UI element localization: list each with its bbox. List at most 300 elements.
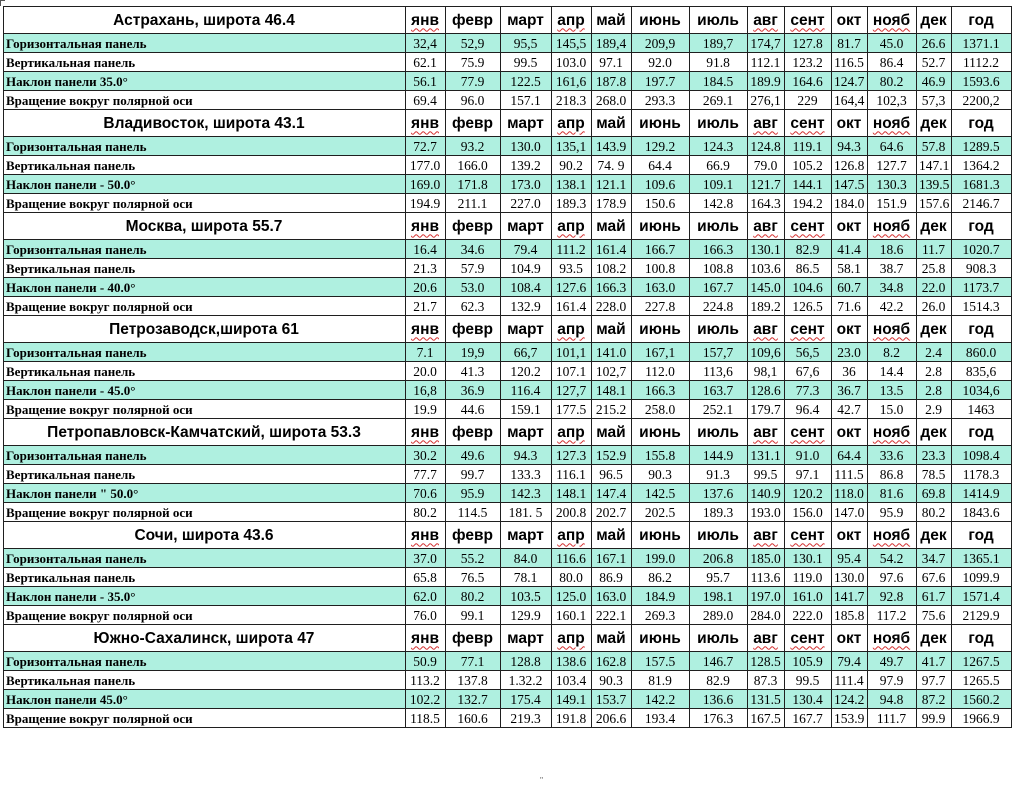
- month-label: дек: [920, 114, 947, 132]
- month-label: год: [968, 114, 994, 132]
- value-cell: 84.0: [501, 549, 552, 568]
- month-header: [917, 110, 952, 137]
- value-cell: 87.3: [748, 671, 785, 690]
- row-label: Наклон панели - 35.0°: [4, 587, 406, 606]
- year-total-cell: 1514.3: [952, 297, 1012, 316]
- month-header: [748, 110, 785, 137]
- month-header: [552, 110, 592, 137]
- city-title: Петрозаводск,широта 61: [4, 316, 406, 343]
- month-header: [785, 522, 832, 549]
- value-cell: 166.3: [690, 240, 748, 259]
- value-cell: 118.5: [406, 709, 446, 728]
- value-cell: 92.0: [632, 53, 690, 72]
- value-cell: 77.7: [406, 465, 446, 484]
- value-cell: 64.4: [832, 446, 868, 465]
- value-cell: 81.6: [868, 484, 917, 503]
- value-cell: 82.9: [690, 671, 748, 690]
- month-header: [785, 625, 832, 652]
- value-cell: 138.6: [552, 652, 592, 671]
- value-cell: 92.8: [868, 587, 917, 606]
- value-cell: 163.0: [632, 278, 690, 297]
- value-cell: 38.7: [868, 259, 917, 278]
- value-cell: 86.2: [632, 568, 690, 587]
- value-cell: 93.5: [552, 259, 592, 278]
- year-total-cell: 1173.7: [952, 278, 1012, 297]
- value-cell: 142.5: [632, 484, 690, 503]
- value-cell: 81.9: [632, 671, 690, 690]
- month-label: окт: [836, 320, 862, 338]
- value-cell: 91.8: [690, 53, 748, 72]
- month-header: [690, 419, 748, 446]
- value-cell: 161.4: [552, 297, 592, 316]
- value-cell: 152.9: [592, 446, 632, 465]
- value-cell: 96.5: [592, 465, 632, 484]
- month-label: нояб: [872, 217, 911, 235]
- month-label: июнь: [639, 423, 681, 441]
- month-label: июль: [697, 423, 739, 441]
- value-cell: 161.0: [785, 587, 832, 606]
- value-cell: 86.4: [868, 53, 917, 72]
- month-header: [552, 419, 592, 446]
- value-cell: 61.7: [917, 587, 952, 606]
- month-label: окт: [836, 217, 862, 235]
- value-cell: 113.6: [748, 568, 785, 587]
- value-cell: 145.0: [748, 278, 785, 297]
- month-label: окт: [836, 11, 862, 29]
- year-total-cell: 1267.5: [952, 652, 1012, 671]
- value-cell: 112.0: [632, 362, 690, 381]
- row-label: Вертикальная панель: [4, 53, 406, 72]
- value-cell: 107.1: [552, 362, 592, 381]
- month-header: [592, 213, 632, 240]
- value-cell: 80.2: [868, 72, 917, 91]
- value-cell: 41.7: [917, 652, 952, 671]
- month-label: дек: [920, 526, 947, 544]
- year-total-cell: 1364.2: [952, 156, 1012, 175]
- table-row: [4, 91, 1012, 110]
- month-header: [446, 316, 501, 343]
- month-header: [690, 316, 748, 343]
- value-cell: 49.7: [868, 652, 917, 671]
- value-cell: 171.8: [446, 175, 501, 194]
- month-label: нояб: [872, 114, 911, 132]
- month-header: [952, 316, 1012, 343]
- value-cell: 269.1: [690, 91, 748, 110]
- row-label: Наклон панели - 50.0°: [4, 175, 406, 194]
- month-header: [785, 419, 832, 446]
- value-cell: 157,7: [690, 343, 748, 362]
- value-cell: 137.6: [690, 484, 748, 503]
- month-label: окт: [836, 526, 862, 544]
- value-cell: 116.4: [501, 381, 552, 400]
- value-cell: 56.1: [406, 72, 446, 91]
- month-header: [592, 316, 632, 343]
- value-cell: 97.6: [868, 568, 917, 587]
- value-cell: 11.7: [917, 240, 952, 259]
- month-label: май: [596, 11, 626, 29]
- value-cell: 70.6: [406, 484, 446, 503]
- value-cell: 25.8: [917, 259, 952, 278]
- year-total-cell: 2129.9: [952, 606, 1012, 625]
- table-row: [4, 549, 1012, 568]
- value-cell: 111.4: [832, 671, 868, 690]
- value-cell: 116.5: [832, 53, 868, 72]
- value-cell: 2.9: [917, 400, 952, 419]
- month-header: [632, 316, 690, 343]
- month-label: март: [507, 114, 544, 132]
- value-cell: 206.6: [592, 709, 632, 728]
- value-cell: 198.1: [690, 587, 748, 606]
- city-title: Южно-Сахалинск, широта 47: [4, 625, 406, 652]
- value-cell: 91.3: [690, 465, 748, 484]
- value-cell: 76.5: [446, 568, 501, 587]
- month-header: [552, 7, 592, 34]
- table-row: [4, 362, 1012, 381]
- month-header: [952, 7, 1012, 34]
- month-label: янв: [411, 423, 439, 441]
- table-row: [4, 278, 1012, 297]
- value-cell: 95.9: [446, 484, 501, 503]
- value-cell: 75.6: [917, 606, 952, 625]
- month-label: июль: [697, 217, 739, 235]
- value-cell: 189,4: [592, 34, 632, 53]
- table-row: [4, 690, 1012, 709]
- value-cell: 32,4: [406, 34, 446, 53]
- value-cell: 130.0: [501, 137, 552, 156]
- value-cell: 45.0: [868, 34, 917, 53]
- month-label: апр: [557, 217, 585, 235]
- month-label: май: [596, 217, 626, 235]
- value-cell: 113.2: [406, 671, 446, 690]
- value-cell: 18.6: [868, 240, 917, 259]
- value-cell: 46.9: [917, 72, 952, 91]
- value-cell: 16.4: [406, 240, 446, 259]
- value-cell: 139.2: [501, 156, 552, 175]
- row-label: Вращение вокруг полярной оси: [4, 297, 406, 316]
- value-cell: 77.3: [785, 381, 832, 400]
- value-cell: 166.0: [446, 156, 501, 175]
- table-row: [4, 709, 1012, 728]
- month-label: год: [968, 629, 994, 647]
- city-header-row: [4, 625, 1012, 652]
- year-total-cell: 835,6: [952, 362, 1012, 381]
- value-cell: 13.5: [868, 381, 917, 400]
- value-cell: 125.0: [552, 587, 592, 606]
- table-row: [4, 259, 1012, 278]
- value-cell: 55.2: [446, 549, 501, 568]
- month-label: июнь: [639, 629, 681, 647]
- value-cell: 147.1: [917, 156, 952, 175]
- value-cell: 155.8: [632, 446, 690, 465]
- value-cell: 34.6: [446, 240, 501, 259]
- month-label: дек: [920, 217, 947, 235]
- year-total-cell: 1463: [952, 400, 1012, 419]
- value-cell: 119.0: [785, 568, 832, 587]
- year-total-cell: 1843.6: [952, 503, 1012, 522]
- month-header: [632, 7, 690, 34]
- month-label: год: [968, 217, 994, 235]
- value-cell: 69.8: [917, 484, 952, 503]
- value-cell: 167,1: [632, 343, 690, 362]
- value-cell: 2.4: [917, 343, 952, 362]
- value-cell: 147.5: [832, 175, 868, 194]
- year-total-cell: 1681.3: [952, 175, 1012, 194]
- value-cell: 227.8: [632, 297, 690, 316]
- value-cell: 252.1: [690, 400, 748, 419]
- city-title: Петропавловск-Камчатский, широта 53.3: [4, 419, 406, 446]
- month-header: [917, 522, 952, 549]
- value-cell: 95.9: [868, 503, 917, 522]
- month-header: [632, 419, 690, 446]
- value-cell: 189.3: [690, 503, 748, 522]
- month-label: февр: [452, 629, 493, 647]
- month-header: [552, 625, 592, 652]
- value-cell: 189.2: [748, 297, 785, 316]
- value-cell: 99.1: [446, 606, 501, 625]
- value-cell: 120.2: [785, 484, 832, 503]
- row-label: Вращение вокруг полярной оси: [4, 400, 406, 419]
- value-cell: 127.6: [552, 278, 592, 297]
- value-cell: 130.1: [785, 549, 832, 568]
- value-cell: 77.1: [446, 652, 501, 671]
- value-cell: 52,9: [446, 34, 501, 53]
- value-cell: 109.6: [632, 175, 690, 194]
- value-cell: 22.0: [917, 278, 952, 297]
- value-cell: 90.3: [632, 465, 690, 484]
- value-cell: 80.2: [917, 503, 952, 522]
- month-label: июнь: [639, 526, 681, 544]
- value-cell: 189.9: [748, 72, 785, 91]
- month-header: [832, 625, 868, 652]
- month-label: окт: [836, 629, 862, 647]
- value-cell: 193.4: [632, 709, 690, 728]
- row-label: Вращение вокруг полярной оси: [4, 194, 406, 213]
- month-header: [592, 7, 632, 34]
- value-cell: 142.8: [690, 194, 748, 213]
- month-label: февр: [452, 11, 493, 29]
- value-cell: 147.0: [832, 503, 868, 522]
- row-label: Наклон панели - 40.0°: [4, 278, 406, 297]
- city-title: Сочи, широта 43.6: [4, 522, 406, 549]
- value-cell: 133.3: [501, 465, 552, 484]
- value-cell: 184.0: [832, 194, 868, 213]
- value-cell: 7.1: [406, 343, 446, 362]
- value-cell: 14.4: [868, 362, 917, 381]
- year-total-cell: 2200,2: [952, 91, 1012, 110]
- value-cell: 81.7: [832, 34, 868, 53]
- month-header: [832, 522, 868, 549]
- month-header: [917, 7, 952, 34]
- month-label: авг: [753, 217, 778, 235]
- month-header: [868, 522, 917, 549]
- value-cell: 218.3: [552, 91, 592, 110]
- month-header: [552, 213, 592, 240]
- row-label: Горизонтальная панель: [4, 34, 406, 53]
- value-cell: 75.9: [446, 53, 501, 72]
- value-cell: 69.4: [406, 91, 446, 110]
- month-label: июль: [697, 629, 739, 647]
- month-label: март: [507, 320, 544, 338]
- value-cell: 103.5: [501, 587, 552, 606]
- value-cell: 64.4: [632, 156, 690, 175]
- year-total-cell: 908.3: [952, 259, 1012, 278]
- value-cell: 90.2: [552, 156, 592, 175]
- month-label: апр: [557, 114, 585, 132]
- value-cell: 119.1: [785, 137, 832, 156]
- month-label: нояб: [872, 423, 911, 441]
- value-cell: 130.1: [748, 240, 785, 259]
- value-cell: 23.0: [832, 343, 868, 362]
- month-header: [690, 110, 748, 137]
- value-cell: 206.8: [690, 549, 748, 568]
- row-label: Горизонтальная панель: [4, 137, 406, 156]
- month-label: апр: [557, 423, 585, 441]
- value-cell: 189.3: [552, 194, 592, 213]
- value-cell: 130.0: [832, 568, 868, 587]
- month-label: апр: [557, 11, 585, 29]
- month-label: май: [596, 114, 626, 132]
- value-cell: 95.4: [832, 549, 868, 568]
- value-cell: 112.1: [748, 53, 785, 72]
- value-cell: 137.8: [446, 671, 501, 690]
- month-label: год: [968, 526, 994, 544]
- month-header: [552, 316, 592, 343]
- month-header: [690, 213, 748, 240]
- month-header: [501, 316, 552, 343]
- value-cell: 118.0: [832, 484, 868, 503]
- value-cell: 71.6: [832, 297, 868, 316]
- value-cell: 276,1: [748, 91, 785, 110]
- month-header: [917, 625, 952, 652]
- value-cell: 153.7: [592, 690, 632, 709]
- value-cell: 97.1: [785, 465, 832, 484]
- month-header: [406, 625, 446, 652]
- value-cell: 65.8: [406, 568, 446, 587]
- value-cell: 132.9: [501, 297, 552, 316]
- value-cell: 197.7: [632, 72, 690, 91]
- value-cell: 36.7: [832, 381, 868, 400]
- value-cell: 202.5: [632, 503, 690, 522]
- table-row: [4, 671, 1012, 690]
- value-cell: 124.3: [690, 137, 748, 156]
- value-cell: 41.3: [446, 362, 501, 381]
- value-cell: 197.0: [748, 587, 785, 606]
- value-cell: 138.1: [552, 175, 592, 194]
- month-header: [501, 522, 552, 549]
- value-cell: 99.5: [501, 53, 552, 72]
- month-label: июль: [697, 526, 739, 544]
- value-cell: 67,6: [785, 362, 832, 381]
- value-cell: 86.9: [592, 568, 632, 587]
- row-label: Наклон панели 45.0°: [4, 690, 406, 709]
- value-cell: 103.0: [552, 53, 592, 72]
- city-header-row: [4, 7, 1012, 34]
- city-header-row: [4, 316, 1012, 343]
- month-header: [952, 625, 1012, 652]
- table-row: [4, 194, 1012, 213]
- year-total-cell: 1571.4: [952, 587, 1012, 606]
- value-cell: 157.5: [632, 652, 690, 671]
- value-cell: 193.0: [748, 503, 785, 522]
- insolation-table: [3, 6, 1012, 728]
- row-label: Вертикальная панель: [4, 671, 406, 690]
- month-label: март: [507, 11, 544, 29]
- month-label: авг: [753, 11, 778, 29]
- value-cell: 8.2: [868, 343, 917, 362]
- year-total-cell: 1414.9: [952, 484, 1012, 503]
- table-row: [4, 503, 1012, 522]
- month-label: июнь: [639, 320, 681, 338]
- month-label: авг: [753, 114, 778, 132]
- year-total-cell: 1966.9: [952, 709, 1012, 728]
- value-cell: 82.9: [785, 240, 832, 259]
- value-cell: 16,8: [406, 381, 446, 400]
- month-header: [552, 522, 592, 549]
- month-label: март: [507, 526, 544, 544]
- month-label: май: [596, 526, 626, 544]
- row-label: Горизонтальная панель: [4, 343, 406, 362]
- value-cell: 141.7: [832, 587, 868, 606]
- value-cell: 224.8: [690, 297, 748, 316]
- value-cell: 129.9: [501, 606, 552, 625]
- month-header: [592, 419, 632, 446]
- value-cell: 99.5: [748, 465, 785, 484]
- value-cell: 145,5: [552, 34, 592, 53]
- value-cell: 76.0: [406, 606, 446, 625]
- value-cell: 163.7: [690, 381, 748, 400]
- value-cell: 175.4: [501, 690, 552, 709]
- month-header: [785, 316, 832, 343]
- month-header: [748, 213, 785, 240]
- month-label: сент: [790, 114, 825, 132]
- value-cell: 100.8: [632, 259, 690, 278]
- table-row: [4, 156, 1012, 175]
- value-cell: 19,9: [446, 343, 501, 362]
- value-cell: 166.7: [632, 240, 690, 259]
- value-cell: 128.8: [501, 652, 552, 671]
- month-label: май: [596, 320, 626, 338]
- month-header: [832, 213, 868, 240]
- value-cell: 86.5: [785, 259, 832, 278]
- month-header: [917, 316, 952, 343]
- row-label: Вертикальная панель: [4, 156, 406, 175]
- value-cell: 23.3: [917, 446, 952, 465]
- value-cell: 177.0: [406, 156, 446, 175]
- value-cell: 128.5: [748, 652, 785, 671]
- month-label: авг: [753, 526, 778, 544]
- month-label: нояб: [872, 11, 911, 29]
- value-cell: 211.1: [446, 194, 501, 213]
- month-header: [690, 522, 748, 549]
- row-label: Вращение вокруг полярной оси: [4, 503, 406, 522]
- month-label: июль: [697, 11, 739, 29]
- row-label: Наклон панели " 50.0°: [4, 484, 406, 503]
- value-cell: 269.3: [632, 606, 690, 625]
- month-label: апр: [557, 526, 585, 544]
- value-cell: 80.2: [406, 503, 446, 522]
- month-header: [406, 7, 446, 34]
- month-header: [748, 316, 785, 343]
- value-cell: 189,7: [690, 34, 748, 53]
- value-cell: 122.5: [501, 72, 552, 91]
- month-label: апр: [557, 320, 585, 338]
- value-cell: 2.8: [917, 362, 952, 381]
- table-row: [4, 587, 1012, 606]
- value-cell: 53.0: [446, 278, 501, 297]
- value-cell: 215.2: [592, 400, 632, 419]
- value-cell: 104.6: [785, 278, 832, 297]
- value-cell: 194.9: [406, 194, 446, 213]
